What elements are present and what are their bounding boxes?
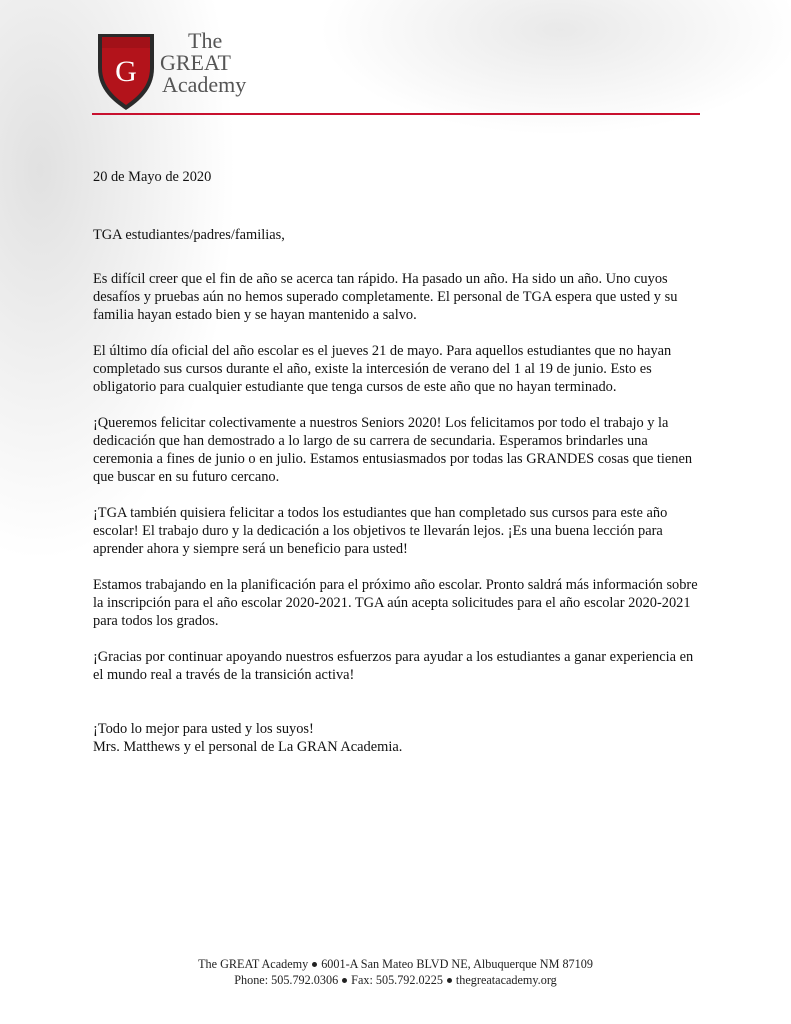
logo-wordmark	[160, 30, 246, 96]
footer-address: 6001-A San Mateo BLVD NE, Albuquerque NM 87109	[321, 957, 593, 971]
bullet-icon	[447, 978, 452, 983]
header-divider	[92, 113, 700, 115]
shield-icon	[94, 28, 158, 112]
footer-line-2	[0, 972, 791, 988]
page-footer	[0, 956, 791, 988]
logo-letter: G	[115, 55, 137, 88]
footer-org: The GREAT Academy	[198, 957, 309, 971]
footer-fax: Fax: 505.792.0225	[351, 973, 443, 987]
footer-website[interactable]: thegreatacademy.org	[455, 973, 557, 987]
logo-line-1: The	[188, 28, 223, 53]
logo-line-3: Academy	[162, 72, 247, 97]
letter-salutation: TGA estudiantes/padres/familias,	[93, 227, 285, 243]
letter-closing: ¡Todo lo mejor para usted y los suyos!	[93, 721, 314, 737]
logo-line-2: GREAT	[160, 50, 231, 75]
letter-body	[93, 168, 703, 756]
letter-signature: Mrs. Matthews y el personal de La GRAN Academia.	[93, 739, 403, 755]
bullet-icon	[312, 962, 317, 967]
letter-paragraph: ¡Queremos felicitar colectivamente a nuestros Seniors 2020! Los felicitamos por todo el trabajo y la dedicación que han demostrado a lo largo de su carrera de secundaria. Esperamos brindarles una ceremonia a fines de junio o en julio. Estamos entusiasmados por todas las GRANDES cosas que tienen que buscar en su futuro cercano.	[93, 415, 693, 485]
letter-paragraph: Es difícil creer que el fin de año se acerca tan rápido. Ha pasado un año. Ha sido un año. Uno cuyos desafíos y pruebas aún no hemos superado completamente. El personal de TGA espera que usted y su familia hayan estado bien y se hayan mantenido a salvo.	[93, 271, 678, 323]
footer-line-1	[0, 956, 791, 972]
letter-paragraph: ¡TGA también quisiera felicitar a todos los estudiantes que han completado sus cursos para este año escolar! El trabajo duro y la dedicación a los objetivos te llevarán lejos. ¡Es una buena lección para aprender ahora y siempre será un beneficio para usted!	[93, 505, 668, 557]
letter-date: 20 de Mayo de 2020	[93, 169, 212, 185]
bullet-icon	[342, 978, 347, 983]
academy-logo	[94, 28, 294, 118]
letter-paragraph: ¡Gracias por continuar apoyando nuestros esfuerzos para ayudar a los estudiantes a ganar experiencia en el mundo real a través de la transición activa!	[93, 649, 694, 683]
letter-paragraph: El último día oficial del año escolar es el jueves 21 de mayo. Para aquellos estudiantes que no hayan completado sus cursos durante el año, existe la intercesión de verano del 1 al 19 de junio. Esto es obligatorio para cualquier estudiante que tenga cursos de este año que no hayan terminado.	[93, 343, 672, 395]
letter-paragraph: Estamos trabajando en la planificación para el próximo año escolar. Pronto saldrá más información sobre la inscripción para el año escolar 2020-2021. TGA aún acepta solicitudes para el año escolar 2020-2021 para todos los grados.	[93, 577, 698, 629]
footer-phone: Phone: 505.792.0306	[234, 973, 339, 987]
